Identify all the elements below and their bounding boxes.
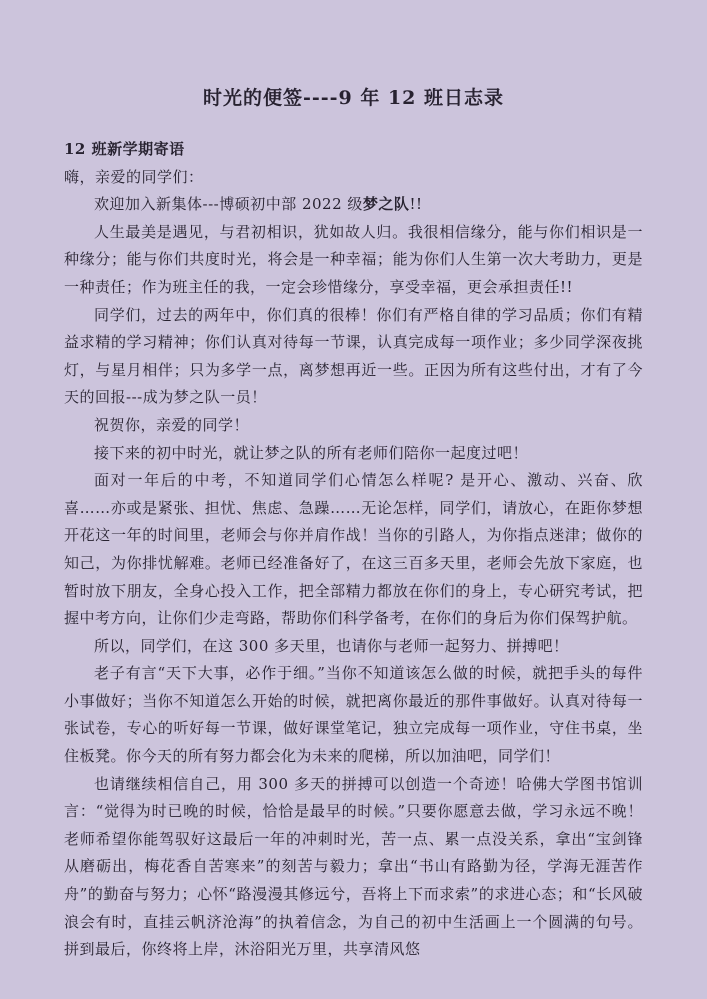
body-paragraph: 所以，同学们，在这 300 多天里，也请你与老师一起努力、拼搏吧！ (94, 636, 569, 655)
page-title: 时光的便签----9 年 12 班日志录 (202, 87, 505, 109)
dream-team-highlight: 梦之队 (362, 195, 410, 214)
section-heading: 12 班新学期寄语 (64, 140, 185, 158)
welcome-text-suffix: !! (409, 195, 423, 214)
welcome-paragraph (64, 191, 643, 219)
body-paragraph: 接下来的初中时光，就让梦之队的所有老师们陪你一起度过吧！ (94, 443, 529, 462)
body-paragraph: 祝贺你，亲爱的同学！ (94, 415, 250, 434)
body-paragraph: 同学们，过去的两年中，你们真的很棒！你们有严格自律的学习品质；你们有精益求精的学习精神；你们认真对待每一节课，认真完成每一项作业；多少同学深夜挑灯，与星月相伴；只为多学一点，离梦想再近一些。正因为所有这些付出，才有了今天的回报---成为梦之队一员！ (64, 305, 643, 407)
salutation-line: 嗨，亲爱的同学们： (64, 167, 204, 186)
body-paragraph: 老子有言“天下大事，必作于细。”当你不知道该怎么做的时候，就把手头的每件小事做好；当你不知道怎么开始的时候，就把离你最近的那件事做好。认真对待每一张试卷，专心的听好每一节课，做好课堂笔记，独立完成每一项作业，守住书桌，坐住板凳。你今天的所有努力都会化为未来的爬梯，所以加油吧，同学们！ (64, 664, 643, 766)
body-paragraph: 面对一年后的中考，不知道同学们心情怎么样呢? 是开心、激动、兴奋、欣喜……亦或是紧张、担忧、焦虑、急躁……无论怎样，同学们，请放心，在距你梦想开花这一年的时间里，老师会与你并肩作战！当你的引路人，为你指点迷津；做你的知己，为你排忧解难。老师已经准备好了，在这三百多天里，老师会先放下家庭，也暂时放下朋友，全身心投入工作，把全部精力都放在你们的身上，专心研究考试，把握中考方向，让你们少走弯路，帮助你们科学备考，在你们的身后为你们保驾护航。 (64, 471, 643, 628)
body-paragraph: 也请继续相信自己，用 300 多天的拼搏可以创造一个奇迹！哈佛大学图书馆训言：“觉得为时已晚的时候，恰恰是最早的时候。”只要你愿意去做，学习永远不晚！老师希望你能驾驭好这最后一年的冲刺时光，苦一点、累一点没关系，拿出“宝剑锋从磨砺出，梅花香自苦寒来”的刻苦与毅力；拿出“书山有路勤为径，学海无涯苦作舟”的勤奋与努力；心怀“路漫漫其修远兮，吾将上下而求索”的求进心态；和“长风破浪会有时，直挂云帆济沧海”的执着信念，为自己的初中生活画上一个圆满的句号。拼到最后，你终将上岸，沐浴阳光万里，共享清风悠 (64, 774, 643, 959)
body-paragraph: 人生最美是遇见，与君初相识，犹如故人归。我很相信缘分，能与你们相识是一种缘分；能与你们共度时光，将会是一种幸福；能为你们人生第一次大考助力，更是一种责任；作为班主任的我，一定会珍惜缘分，享受幸福，更会承担责任!! (64, 222, 643, 296)
welcome-text-prefix: 欢迎加入新集体---博硕初中部 2022 级 (94, 195, 363, 214)
